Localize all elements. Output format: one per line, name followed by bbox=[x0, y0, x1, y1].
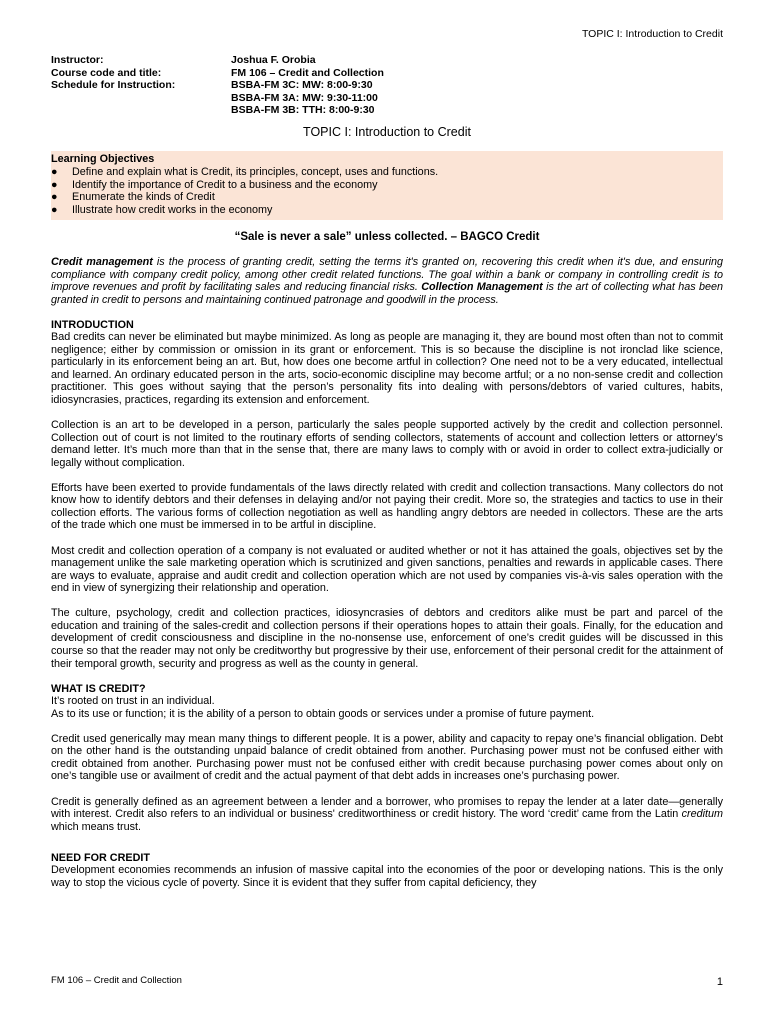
meta-label bbox=[51, 104, 231, 117]
quote: “Sale is never a sale” unless collected. – BAGCO Credit bbox=[234, 231, 540, 243]
credit-line: As to its use or function; it is the ability of a person to obtain goods or services under a promise of future payment. bbox=[51, 707, 595, 720]
document-page bbox=[51, 0, 723, 1024]
footer-course: FM 106 – Credit and Collection bbox=[51, 975, 182, 986]
objective-text: Identify the importance of Credit to a business and the economy bbox=[72, 178, 378, 191]
bullet-icon: ● bbox=[51, 178, 58, 191]
bullet-icon: ● bbox=[51, 204, 58, 217]
body-text bbox=[51, 256, 723, 902]
latin-term: creditum bbox=[681, 808, 723, 821]
credit-paragraph bbox=[51, 796, 723, 834]
meta-label: Instructor: bbox=[51, 54, 104, 66]
bullet-icon: ● bbox=[51, 165, 58, 178]
objective-item bbox=[51, 166, 723, 179]
objective-text: Enumerate the kinds of Credit bbox=[72, 191, 215, 204]
course-info bbox=[51, 54, 384, 117]
meta-label: Schedule for Instruction: bbox=[51, 79, 176, 91]
credit-paragraph: Credit used generically may mean many things to different people. It is a power, ability and capacity to repay one’s financial obligation. Debt on the other hand is the outstanding unpaid balance of credit obtained from another. Purchasing power must not be confused either with credit obtained from another. Purchasing power must not be confused either with credit because purchasing power comes about only on one’s tangible use or availment of credit and the actual payment of that debt adds in increases one’s purchasing power. bbox=[51, 732, 723, 783]
meta-value: Joshua F. Orobia bbox=[231, 54, 316, 66]
objectives-list bbox=[51, 166, 723, 217]
objective-text: Illustrate how credit works in the economy bbox=[72, 204, 273, 217]
need-paragraph: Development economies recommends an infusion of massive capital into the economies of the poor or developing nations. This is the only way to stop the vicious cycle of poverty. Since it is evident that they suffer from capital deficiency, they bbox=[51, 864, 723, 889]
definition-text: is the process of granting credit, setting the terms it's granted on, recovering this credit when it's due, and ensuring compliance with company credit policy, among other credit related functions. The goal within a bank or company in controlling credit is to improve revenues and profit by facilitating sales and reducing financial risks. bbox=[51, 256, 724, 294]
meta-row bbox=[51, 92, 384, 105]
objective-item bbox=[51, 179, 723, 192]
meta-row bbox=[51, 54, 384, 67]
running-header: TOPIC I: Introduction to Credit bbox=[581, 28, 723, 40]
meta-value: BSBA-FM 3A: MW: 9:30-11:00 bbox=[231, 91, 378, 104]
credit-text: Credit is generally defined as an agreement between a lender and a borrower, who promises to repay the lender at a later date—generally with interest. Credit also refers to an individual or business' creditworthiness or credit history. The word ‘credit’ came from the Latin bbox=[51, 795, 723, 821]
intro-paragraph: The culture, psychology, credit and collection practices, idiosyncrasies of debtors and creditors alike must be part and parcel of the education and training of the sales-credit and collection persons if their operations hopes to attain their goals. Finally, for the education and development of credit consciousness and discipline in the no-nonsense use, enforcement of one’s credit guides will be discussed in this course so that the reader may not only be creditworthy but progressive by their use, enforcement of their personal credit for the attainment of their temporal growth, security and progress as well as the county in general. bbox=[51, 607, 723, 670]
objectives-heading: Learning Objectives bbox=[51, 153, 155, 165]
intro-paragraph: Most credit and collection operation of a company is not evaluated or audited whether or not it has attained the goals, objectives set by the management unlike the sale marketing operation which is scrutinized and given sanctions, penalties and rewards in applicable cases. There are ways to evaluate, appraise and audit credit and collection operation which are not used by companies vis-à-vis sales operation with the end in view of synergizing their relationship and operation. bbox=[51, 544, 723, 595]
meta-row bbox=[51, 79, 384, 92]
meta-row bbox=[51, 104, 384, 117]
section-heading-need-for-credit: NEED FOR CREDIT bbox=[51, 851, 150, 864]
meta-label: Course code and title: bbox=[51, 66, 162, 79]
section-heading-introduction: INTRODUCTION bbox=[51, 318, 134, 331]
bullet-icon: ● bbox=[51, 191, 58, 204]
meta-value: BSBA-FM 3B: TTH: 8:00-9:30 bbox=[231, 104, 375, 116]
topic-title: TOPIC I: Introduction to Credit bbox=[303, 125, 471, 139]
section-heading-what-is-credit: WHAT IS CREDIT? bbox=[51, 682, 146, 695]
objective-text: Define and explain what is Credit, its principles, concept, uses and functions. bbox=[72, 165, 439, 178]
definition-text: is the art of collecting what has been granted in credit to persons and maintaining continued patronage and goodwill in the process. bbox=[51, 281, 724, 306]
credit-line: It’s rooted on trust in an individual. bbox=[51, 695, 215, 708]
objective-item bbox=[51, 204, 723, 217]
term-collection-management: Collection Management bbox=[421, 281, 543, 294]
learning-objectives-box bbox=[51, 151, 723, 220]
meta-value: BSBA-FM 3C: MW: 8:00-9:30 bbox=[231, 79, 373, 91]
term-credit-management: Credit management bbox=[51, 256, 153, 268]
meta-label bbox=[51, 92, 231, 105]
intro-paragraph: Bad credits can never be eliminated but maybe minimized. As long as people are managing it, they are bound most often than not to commit negligence; either by commission or omission in its grant or enforcement. This is so because the discipline is not ironclad like science, particularly in its enforcement being an art. But, how does one become artful in collection? One need not to be a very educated, intellectual and learned. An ordinary educated person in the arts, socio-economic discipline may become artful; or a no non-sense credit and collection practitioner. This goes without saying that the person’s personality fits into dealing with persons/debtors of varied cultures, habits, idiosyncrasies, practices, regarding its extension and enforcement. bbox=[51, 331, 723, 407]
objective-item bbox=[51, 191, 723, 204]
definition-paragraph bbox=[51, 256, 723, 306]
meta-row bbox=[51, 67, 384, 80]
meta-value: FM 106 – Credit and Collection bbox=[231, 66, 384, 79]
page-number: 1 bbox=[716, 976, 723, 988]
credit-text: which means trust. bbox=[51, 820, 142, 833]
intro-paragraph: Efforts have been exerted to provide fundamentals of the laws directly related with credit and collection transactions. Many collectors do not know how to identify debtors and their defenses in delaying and/or not paying their credit. More so, the strategies and tactics to use in their collection efforts. The various forms of collection negotiation as well as handling angry debtors are needed in collectors. These are the arts of the trade which one must be immersed in to be artful in discipline. bbox=[51, 481, 723, 532]
intro-paragraph: Collection is an art to be developed in a person, particularly the sales people supported actively by the credit and collection personnel. Collection out of court is not limited to the routinary efforts of sending collectors, statements of account and collection letters or attorney’s demand letter. It’s much more than that in the sense that, there are many laws to comply with or avoid in order to collect extra-judicially or legally without complication. bbox=[51, 419, 723, 469]
